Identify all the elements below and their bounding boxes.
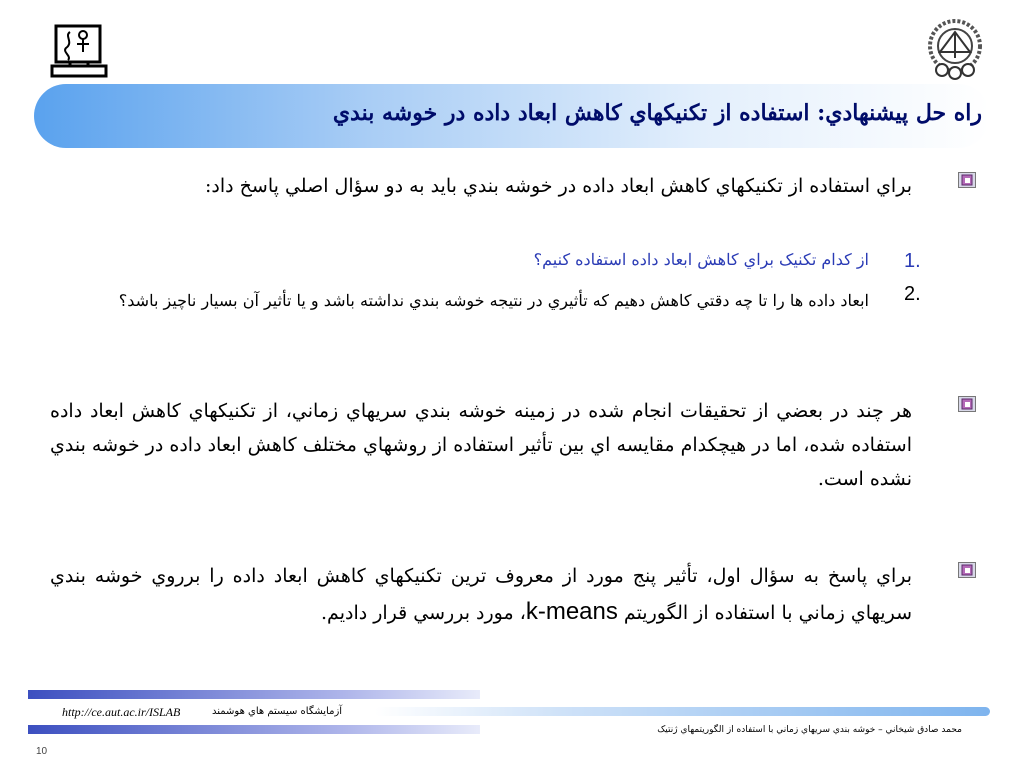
- bullet-square-icon: [958, 562, 976, 578]
- footer-lab-name: آزمايشگاه سيستم هاي هوشمند: [212, 706, 343, 717]
- subitem-1-text: از کدام تکنيک براي کاهش ابعاد داده استفاده کنيم؟: [533, 250, 869, 269]
- page-number: 10: [36, 746, 48, 757]
- bullet-square-icon: [958, 172, 976, 188]
- subitem-2-text: ابعاد داده ها را تا چه دقتي کاهش دهيم که تأثيري در نتيجه خوشه بندي نداشته باشد و يا تأثير آن بسيار ناچيز باشد؟: [118, 291, 869, 310]
- bullet-3-text-after: ، مورد بررسي قرار داديم.: [321, 602, 526, 624]
- footer-url[interactable]: http://ce.aut.ac.ir/ISLAB: [62, 705, 181, 719]
- bullet-2-text: هر چند در بعضي از تحقيقات انجام شده در زمينه خوشه بندي سريهاي زماني، از تکنيکهاي کاهش ابعاد داده استفاده شده، اما در هيچکدام مقايسه اي بين تأثير استفاده از روشهاي مختلف کاهش ابعاد داده در خوشه بندي نشده است.: [50, 400, 912, 490]
- footer-bar-bottom: [28, 725, 480, 734]
- footer-bar-right: [375, 707, 990, 716]
- university-emblem-icon: [924, 18, 986, 80]
- subitem-2-number: 2.: [904, 283, 921, 305]
- bullet-3-text-before: براي پاسخ به سؤال اول، تأثير پنج مورد از معروف ترين تکنيکهاي کاهش ابعاد داده را برروي خوشه بندي سريهاي زماني با استفاده از الگوريتم: [50, 565, 912, 624]
- lab-computer-logo-icon: [50, 22, 108, 80]
- footer-author-line: محمد صادق شيخاني – خوشه بندي سريهاي زماني با استفاده از الگوريتمهاي ژنتيک: [657, 725, 962, 735]
- algorithm-name: k-means: [525, 598, 618, 625]
- bullet-3-text: [50, 558, 912, 631]
- bullet-1-text: براي استفاده از تکنيکهاي کاهش ابعاد داده در خوشه بندي بايد به دو سؤال اصلي پاسخ داد:: [205, 175, 912, 197]
- footer-bar-top: [28, 690, 480, 699]
- slide-title: راه حل پيشنهادي: استفاده از تکنيکهاي کاهش ابعاد داده در خوشه بندي: [332, 100, 982, 126]
- bullet-square-icon: [958, 396, 976, 412]
- subitem-1-number: 1.: [904, 250, 921, 272]
